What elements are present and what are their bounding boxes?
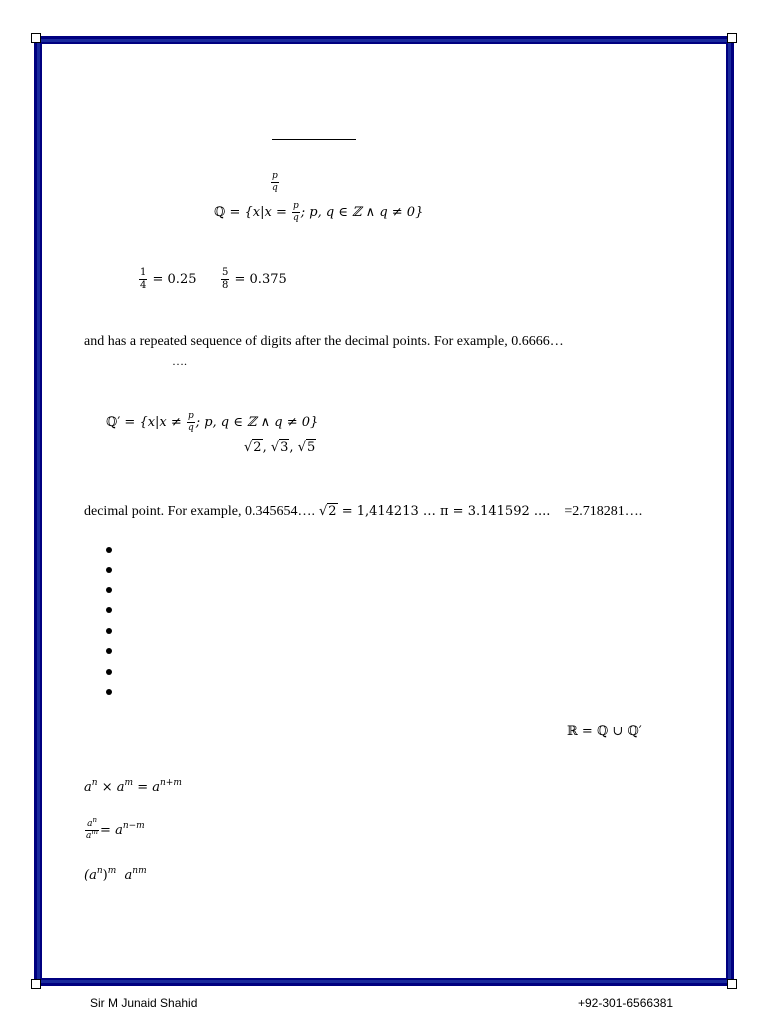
example-1-den: 4 — [140, 280, 147, 291]
rational-set-definition — [214, 202, 423, 223]
border-corner-top-right — [727, 33, 737, 43]
irr-set-prefix: = {x|x ≠ — [124, 415, 182, 430]
repeating-ellipsis: …. — [172, 354, 187, 368]
border-corner-top-left — [31, 33, 41, 43]
terminating-example-2 — [220, 268, 287, 291]
irrational-symbol: ℚ′ — [106, 415, 121, 430]
sqrt-2-inline: √2 — [318, 504, 337, 519]
irr-set-suffix: ; p, q ∈ ℤ ∧ q ≠ 0} — [195, 415, 319, 430]
rational-symbol: ℚ — [214, 205, 226, 220]
pq-fraction — [270, 172, 280, 193]
sqrt-3: √3 — [270, 440, 289, 455]
fraction-numerator: p — [272, 171, 278, 181]
example-1-num: 1 — [140, 267, 147, 278]
set-frac-den: q — [292, 213, 299, 223]
heading-underline — [272, 139, 356, 140]
bullet-4 — [106, 607, 112, 613]
border-corner-bottom-right — [727, 979, 737, 989]
example-2-den: 8 — [222, 280, 229, 291]
footer-phone: +92-301-6566381 — [578, 996, 674, 1010]
border-corner-bottom-left — [31, 979, 41, 989]
sqrt-2: √2 — [244, 440, 262, 455]
example-1-value: = 0.25 — [152, 272, 197, 287]
irrational-set-definition — [106, 412, 318, 433]
set-prefix: = {x|x = — [229, 205, 287, 220]
bullet-8 — [106, 689, 112, 695]
nonrepeating-decimal-line — [84, 502, 642, 520]
terminating-example-1 — [138, 268, 197, 291]
irr-frac-num: p — [187, 411, 194, 421]
exponent-power-law: $(a^n)^m$ $a^{nm}$ — [84, 866, 147, 883]
bullet-3 — [106, 587, 112, 593]
set-frac-num: p — [292, 201, 299, 211]
sqrt-pi-values: = 1,414213 … π = 3.141592 .... — [341, 504, 551, 519]
exponent-quotient-law: $\frac{a^n}{a^m}$ = $a^{n-m}$ — [86, 816, 145, 841]
irrational-examples: √2, √3, √5 — [244, 440, 316, 455]
repeating-decimal-text: and has a repeated sequence of digits after the decimal points. For example, 0.6666… — [84, 334, 564, 349]
bullet-2 — [106, 567, 112, 573]
bullet-1 — [106, 547, 112, 553]
sqrt-5: √5 — [297, 440, 316, 455]
irr-frac-den: q — [187, 423, 194, 433]
fraction-denominator: q — [272, 183, 278, 193]
real-numbers-union: ℝ = ℚ ∪ ℚ′ — [567, 724, 642, 739]
footer-author: Sir M Junaid Shahid — [90, 996, 198, 1010]
example-2-value: = 0.375 — [234, 272, 287, 287]
e-value: =2.718281…. — [564, 504, 643, 519]
exponent-product-law: $a^n \times a^m = a^{n+m}$ — [84, 778, 182, 795]
set-suffix: ; p, q ∈ ℤ ∧ q ≠ 0} — [300, 205, 424, 220]
bullet-6 — [106, 648, 112, 654]
bullet-7 — [106, 669, 112, 675]
example-2-num: 5 — [222, 267, 229, 278]
bullet-5 — [106, 628, 112, 634]
nonrepeating-lead: decimal point. For example, 0.345654…. — [84, 504, 315, 519]
